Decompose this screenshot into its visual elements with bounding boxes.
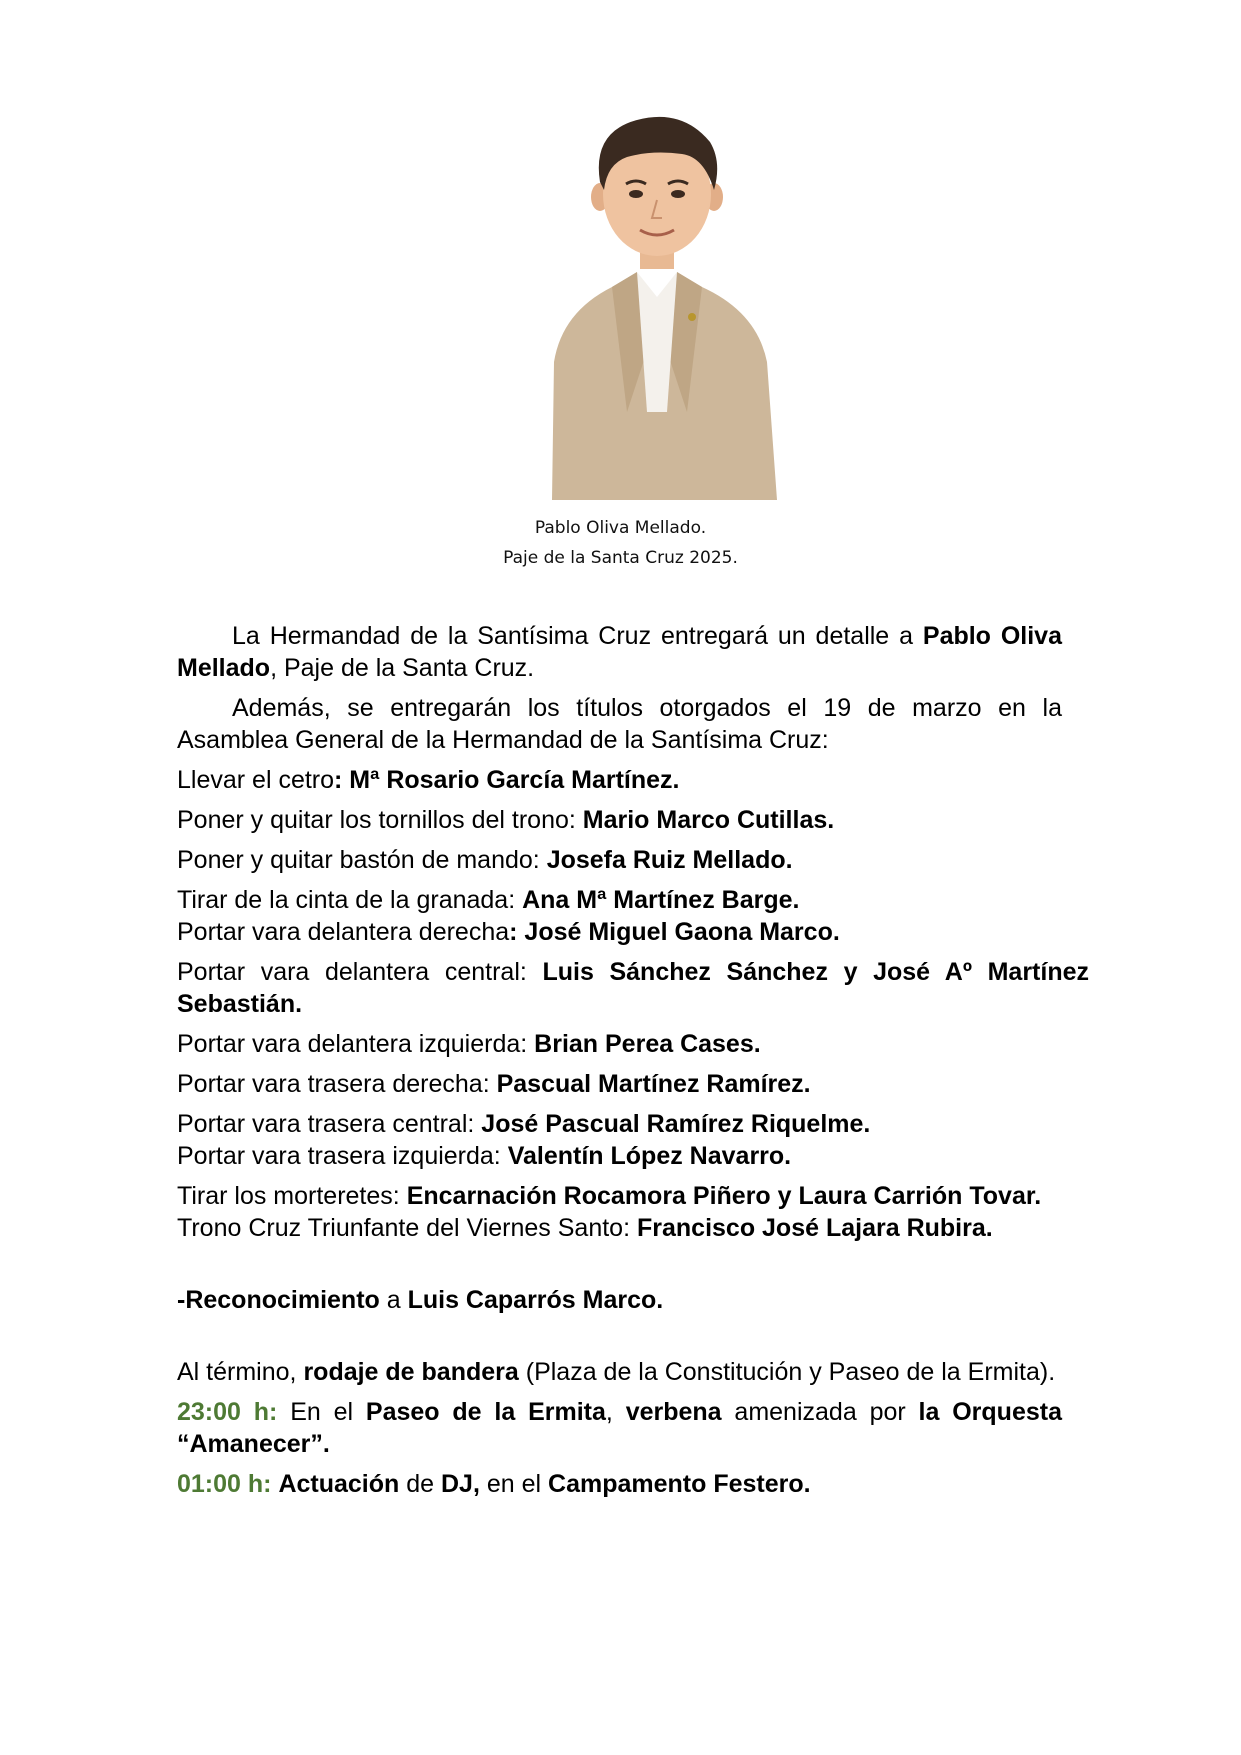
portrait-photo — [532, 112, 782, 500]
title-role: Portar vara delantera central: — [177, 958, 543, 986]
title-holder: Valentín López Navarro. — [507, 1142, 792, 1170]
title-holder: Encarnación Rocamora Piñero y Laura Carrión Tovar. — [406, 1182, 1042, 1210]
photo-caption-name: Pablo Oliva Mellado. — [534, 518, 707, 538]
title-holder: Brian Perea Cases. — [534, 1030, 761, 1058]
schedule-item-verbena — [177, 1396, 1062, 1460]
titles-intro-paragraph: Además, se entregarán los títulos otorgados el 19 de marzo en la Asamblea General de la Hermandad de la Santísima Cruz: — [177, 694, 1062, 754]
title-role: Poner y quitar bastón de mando: — [177, 846, 547, 874]
recognition-label: -Reconocimiento — [177, 1286, 380, 1314]
title-line-delantera-izquierda — [177, 1028, 1062, 1060]
title-role: Trono Cruz Triunfante del Viernes Santo: — [177, 1214, 637, 1242]
title-holder: Pascual Martínez Ramírez. — [496, 1070, 811, 1098]
title-line-trono-cruz — [177, 1212, 1062, 1244]
intro-text: La Hermandad de la Santísima Cruz entregará un detalle a — [232, 622, 923, 650]
schedule-text: en el — [479, 1470, 549, 1498]
title-holder: Luis Sánchez Sánchez y José Aº Martínez Sebastián. — [177, 958, 1089, 1018]
title-line-granada — [177, 884, 1062, 916]
title-line-tornillos — [177, 804, 1062, 836]
title-role: Tirar de la cinta de la granada: — [177, 886, 523, 914]
title-role: Tirar los morteretes: — [177, 1182, 407, 1210]
document-body — [177, 620, 1089, 1500]
title-holder: : Mª Rosario García Martínez. — [334, 766, 680, 794]
title-line-baston — [177, 844, 1062, 876]
schedule-place: Paseo de la Ermita — [365, 1398, 606, 1426]
schedule-text: de — [399, 1470, 441, 1498]
title-line-morteretes — [177, 1180, 1062, 1212]
title-line-delantera-central — [177, 956, 1089, 1020]
title-holder: : José Miguel Gaona Marco. — [509, 918, 840, 946]
schedule-text: , — [605, 1398, 626, 1426]
title-role: Portar vara delantera derecha — [177, 918, 510, 946]
title-role: Portar vara trasera central: — [177, 1110, 482, 1138]
title-role: Poner y quitar los tornillos del trono: — [177, 806, 583, 834]
title-holder: Ana Mª Martínez Barge. — [522, 886, 800, 914]
title-role: Llevar el cetro — [177, 766, 335, 794]
title-role: Portar vara trasera derecha: — [177, 1070, 497, 1098]
recognition-name: Luis Caparrós Marco. — [407, 1286, 664, 1314]
intro-text-end: , Paje de la Santa Cruz. — [270, 654, 535, 682]
schedule-event: verbena — [625, 1398, 722, 1426]
title-role: Portar vara delantera izquierda: — [177, 1030, 535, 1058]
schedule-time: 23:00 h: — [177, 1398, 278, 1426]
schedule-text: En el — [277, 1398, 366, 1426]
recognition-line — [177, 1284, 1062, 1316]
schedule-place: Campamento Festero. — [548, 1470, 811, 1498]
schedule-performer: la Orquesta “Amanecer”. — [177, 1398, 1062, 1458]
schedule-event: Actuación — [278, 1470, 400, 1498]
photo-caption-role: Paje de la Santa Cruz 2025. — [503, 548, 738, 568]
intro-paragraph — [177, 620, 1062, 684]
title-line-delantera-derecha — [177, 916, 1062, 948]
title-line-trasera-central — [177, 1108, 1062, 1140]
recognition-connector: a — [379, 1286, 408, 1314]
closing-bold: rodaje de bandera — [303, 1358, 519, 1386]
title-holder: Francisco José Lajara Rubira. — [636, 1214, 993, 1242]
title-line-cetro — [177, 764, 1062, 796]
schedule-item-dj — [177, 1468, 1062, 1500]
schedule-time: 01:00 h: — [177, 1470, 272, 1498]
schedule-performer: DJ, — [441, 1470, 480, 1498]
schedule-text: amenizada por — [721, 1398, 919, 1426]
title-holder: José Pascual Ramírez Riquelme. — [481, 1110, 871, 1138]
closing-location: (Plaza de la Constitución y Paseo de la Ermita). — [518, 1358, 1056, 1386]
closing-text: Al término, — [177, 1358, 304, 1386]
title-role: Portar vara trasera izquierda: — [177, 1142, 508, 1170]
title-line-trasera-derecha — [177, 1068, 1062, 1100]
title-holder: Mario Marco Cutillas. — [582, 806, 835, 834]
intro-name: Pablo Oliva Mellado — [177, 622, 1062, 682]
closing-paragraph — [177, 1356, 1062, 1388]
title-line-trasera-izquierda — [177, 1140, 1062, 1172]
title-holder: Josefa Ruiz Mellado. — [546, 846, 793, 874]
